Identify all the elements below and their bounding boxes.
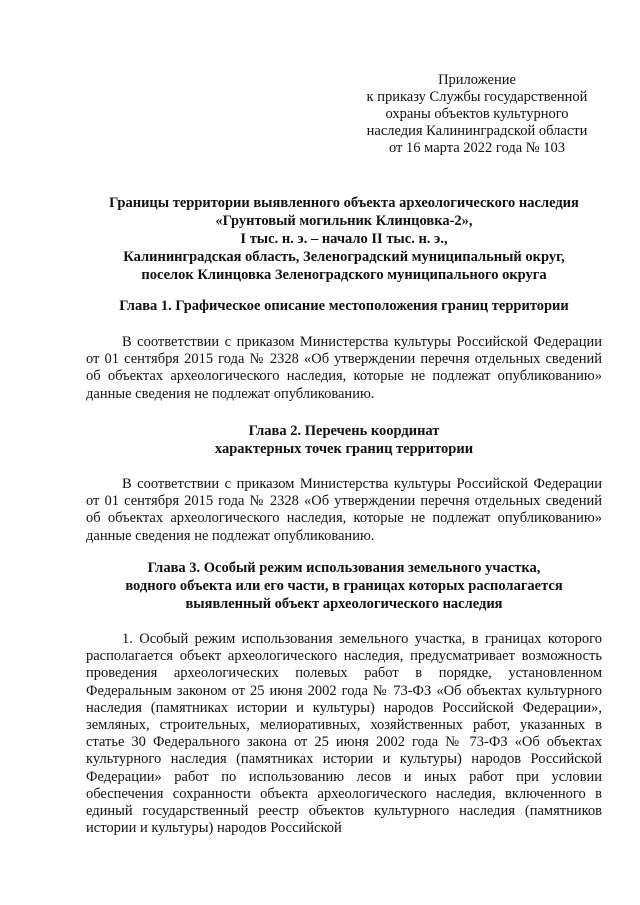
- chapter-3-heading-line: Глава 3. Особый режим использования земельного участка,: [147, 560, 541, 576]
- document-title: [86, 194, 602, 284]
- appendix-header: [352, 72, 602, 157]
- chapter-2-text: В соответствии с приказом Министерства культуры Российской Федерации от 01 сентября 2015 года № 2328 «Об утверждении перечня отдельных сведений об объектах археологического наследия, которые не подлежат опубликованию» данные сведения не подлежат опубликованию.: [86, 476, 602, 544]
- chapter-1-heading: Глава 1. Графическое описание местоположения границ территории: [119, 298, 569, 314]
- title-line: Границы территории выявленного объекта археологического наследия: [109, 195, 579, 211]
- chapter-3-text: 1. Особый режим использования земельного участка, в границах которого располагается объект археологического наследия, предусматривает возможность проведения археологических полевых работ в порядке, установленном Федеральным законом от 25 июня 2002 года № 73-ФЗ «Об объектах культурного наследия (памятниках истории и культуры) народов Российской Федерации», земляных, строительных, мелиоративных, хозяйственных работ, указанных в статье 30 Федерального закона от 25 июня 2002 года № 73-ФЗ «Об объектах культурного наследия (памятниках истории и культуры) народов Российской Федерации» работ по использованию лесов и иных работ при условии обеспечения сохранности объекта археологического наследия, включенного в единый государственный реестр объектов культурного наследия (памятников истории и культуры) народов Российской: [86, 631, 602, 837]
- title-line: «Грунтовый могильник Клинцовка-2»,: [215, 213, 473, 229]
- appendix-line: к приказу Службы государственной: [366, 89, 588, 105]
- chapter-3: [86, 559, 602, 837]
- title-line: I тыс. н. э. – начало II тыс. н. э.,: [240, 231, 448, 247]
- chapter-2-heading-line: характерных точек границ территории: [214, 441, 474, 457]
- appendix-line: от 16 марта 2022 года № 103: [389, 140, 565, 156]
- chapter-3-heading-line: выявленный объект археологического наследия: [185, 596, 503, 612]
- appendix-line: охраны объектов культурного: [385, 106, 569, 122]
- chapter-2-heading-line: Глава 2. Перечень координат: [248, 423, 440, 439]
- chapter-2: [86, 422, 602, 545]
- chapter-1: [86, 297, 602, 403]
- title-line: Калининградская область, Зеленоградский муниципальный округ,: [123, 249, 565, 265]
- appendix-line: наследия Калининградской области: [366, 123, 588, 139]
- title-line: поселок Клинцовка Зеленоградского муниципального округа: [141, 267, 547, 283]
- chapter-3-heading-line: водного объекта или его части, в границах которых располагается: [125, 578, 563, 594]
- chapter-1-text: В соответствии с приказом Министерства культуры Российской Федерации от 01 сентября 2015 года № 2328 «Об утверждении перечня отдельных сведений об объектах археологического наследия, которые не подлежат опубликованию» данные сведения не подлежат опубликованию.: [86, 334, 602, 402]
- appendix-line: Приложение: [438, 72, 516, 88]
